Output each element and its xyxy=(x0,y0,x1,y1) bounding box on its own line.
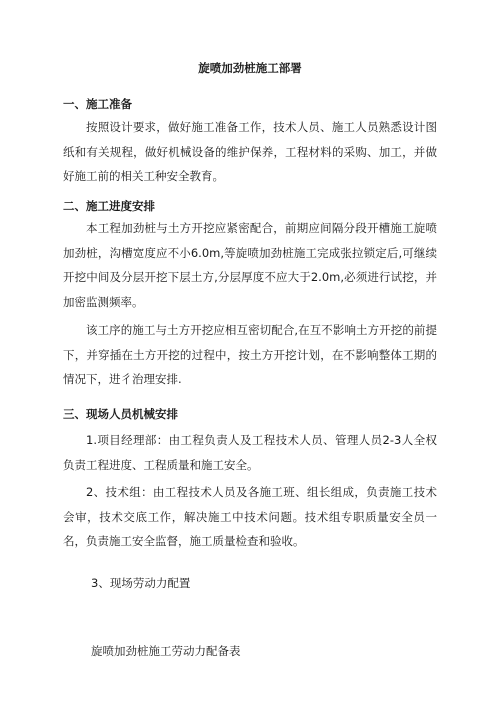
section-heading-staffing: 三、现场人员机械安排 xyxy=(63,407,178,421)
section-paragraph-staffing-1: 1.项目经理部：由工程负责人及工程技术人员、管理人员2-3人全权负责工程进度、工程质量和施工安全。 xyxy=(63,433,437,472)
section-heading-schedule: 二、施工进度安排 xyxy=(63,199,155,213)
section-heading-preparation: 一、施工准备 xyxy=(63,97,132,111)
document-title: 旋喷加劲桩施工部署 xyxy=(198,61,302,75)
section-paragraph-preparation: 按照设计要求，做好施工准备工作，技术人员、施工人员熟悉设计图纸和有关规程，做好机械设备的维护保养，工程材料的采购、加工，并做好施工前的相关工种安全教育。 xyxy=(63,120,437,183)
section-paragraph-schedule-2: 该工序的施工与土方开挖应相互密切配合,在互不影响土方开挖的前提下，并穿插在土方开挖的过程中，按土方开挖计划，在不影响整体工期的情况下，进彳治理安排. xyxy=(63,323,437,386)
section-paragraph-schedule-1: 本工程加劲桩与土方开挖应紧密配合，前期应间隔分段开槽施工旋喷加劲桩，沟槽宽度应不小6.0m,等旋喷加劲桩施工完成张拉锁定后,可继续开挖中间及分层开挖下层土方,分层厚度不应大于2.0m,必须进行试挖，并加密监测频率。 xyxy=(63,221,437,309)
labor-table-caption: 旋喷加劲桩施工劳动力配备表 xyxy=(91,644,241,658)
labor-config-item: 3、现场劳动力配置 xyxy=(91,576,191,590)
section-paragraph-staffing-2: 2、技术组：由工程技术人员及各施工班、组长组成，负责施工技术会审，技术交底工作，解决施工中技术问题。技术组专职质量安全员一名，负责施工安全监督，施工质量检查和验收。 xyxy=(63,485,437,548)
